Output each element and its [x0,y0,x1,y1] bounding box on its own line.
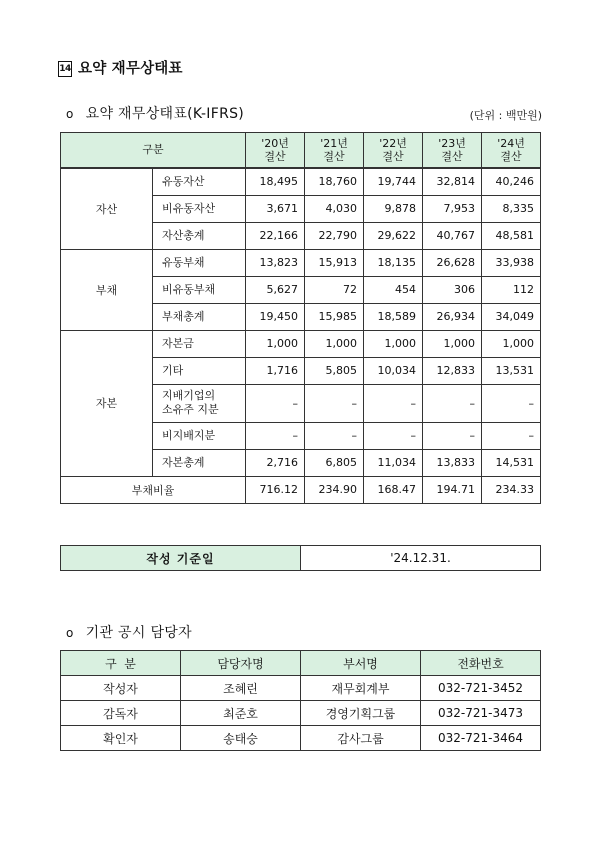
row-label: 유동자산 [153,168,246,196]
row-label-line: 지배기업의 [162,389,216,402]
header-role: 구 분 [61,651,181,676]
row-label [153,384,246,422]
cell-value: 234.90 [305,476,364,503]
contact-phone: 032-721-3464 [421,726,541,751]
cell-value: 12,833 [423,357,482,384]
row-label: 자본총계 [153,449,246,476]
table-row [61,701,541,726]
row-label: 자산총계 [153,222,246,249]
row-label: 비유동부채 [153,276,246,303]
basis-date-table [60,545,541,571]
group-liabilities: 부채 [61,249,153,330]
year-label: '23년 [438,136,466,150]
table-header-row [61,133,541,168]
debt-ratio-label: 부채비율 [61,476,246,503]
header-year [423,133,482,168]
cell-value: 10,034 [364,357,423,384]
contact-header-row [61,651,541,676]
contact-subtitle [66,622,192,642]
cell-value: 454 [364,276,423,303]
cell-value: 6,805 [305,449,364,476]
header-year [364,133,423,168]
cell-value: 19,744 [364,168,423,196]
year-sublabel: 결산 [264,149,286,163]
bullet-marker: o [66,107,74,121]
financial-table [60,132,541,504]
contact-subtitle-text: 기관 공시 담당자 [85,625,192,641]
cell-value: 5,627 [246,276,305,303]
contact-role: 확인자 [61,726,181,751]
cell-value: 11,034 [364,449,423,476]
cell-value: 22,790 [305,222,364,249]
year-sublabel: 결산 [500,149,522,163]
cell-value: – [364,384,423,422]
header-name: 담당자명 [181,651,301,676]
cell-value: 33,938 [482,249,541,276]
cell-value: – [364,422,423,449]
table-row [61,249,541,276]
cell-value: 13,833 [423,449,482,476]
cell-value: – [423,422,482,449]
contact-dept: 재무회계부 [301,676,421,701]
fin-subtitle [66,103,244,123]
cell-value: – [482,422,541,449]
cell-value: 22,166 [246,222,305,249]
cell-value: 48,581 [482,222,541,249]
contact-role: 작성자 [61,676,181,701]
cell-value: 5,805 [305,357,364,384]
cell-value: 1,000 [305,330,364,357]
row-label: 비지배지분 [153,422,246,449]
table-row-debt-ratio [61,476,541,503]
contact-phone: 032-721-3452 [421,676,541,701]
cell-value: – [305,384,364,422]
cell-value: 15,913 [305,249,364,276]
contact-phone: 032-721-3473 [421,701,541,726]
cell-value: – [246,384,305,422]
row-label: 부채총계 [153,303,246,330]
group-assets: 자산 [61,168,153,250]
cell-value: 306 [423,276,482,303]
cell-value: 29,622 [364,222,423,249]
cell-value: 1,000 [482,330,541,357]
cell-value: – [246,422,305,449]
row-label: 유동부채 [153,249,246,276]
year-label: '22년 [379,136,407,150]
contact-name: 최준호 [181,701,301,726]
contact-table [60,650,541,751]
section-number-badge: 14 [58,61,72,77]
header-year [482,133,541,168]
cell-value: 1,000 [246,330,305,357]
cell-value: 18,495 [246,168,305,196]
year-label: '21년 [320,136,348,150]
section-title [58,57,183,78]
year-label: '24년 [497,136,525,150]
contact-role: 감독자 [61,701,181,726]
row-label: 기타 [153,357,246,384]
group-equity: 자본 [61,330,153,476]
cell-value: 34,049 [482,303,541,330]
cell-value: 40,246 [482,168,541,196]
contact-name: 송태숭 [181,726,301,751]
year-sublabel: 결산 [441,149,463,163]
cell-value: 9,878 [364,195,423,222]
basis-date-label: 작성 기준일 [61,546,301,571]
cell-value: 18,589 [364,303,423,330]
header-dept: 부서명 [301,651,421,676]
cell-value: 18,760 [305,168,364,196]
cell-value: 18,135 [364,249,423,276]
contact-dept: 감사그룹 [301,726,421,751]
cell-value: 1,000 [423,330,482,357]
cell-value: 112 [482,276,541,303]
cell-value: 716.12 [246,476,305,503]
cell-value: 26,628 [423,249,482,276]
cell-value: 194.71 [423,476,482,503]
fin-subtitle-text: 요약 재무상태표(K-IFRS) [85,106,245,122]
section-title-text: 요약 재무상태표 [78,61,183,77]
bullet-marker: o [66,626,74,640]
cell-value: 13,823 [246,249,305,276]
table-row [61,676,541,701]
cell-value: 1,000 [364,330,423,357]
cell-value: 7,953 [423,195,482,222]
cell-value: – [305,422,364,449]
table-row [61,330,541,357]
cell-value: – [423,384,482,422]
cell-value: 40,767 [423,222,482,249]
contact-dept: 경영기획그룹 [301,701,421,726]
basis-date-value: '24.12.31. [301,546,541,571]
row-label: 자본금 [153,330,246,357]
year-label: '20년 [261,136,289,150]
header-year [246,133,305,168]
year-sublabel: 결산 [382,149,404,163]
cell-value: 4,030 [305,195,364,222]
cell-value: 14,531 [482,449,541,476]
cell-value: 2,716 [246,449,305,476]
header-category: 구분 [61,133,246,168]
cell-value: 234.33 [482,476,541,503]
cell-value: 8,335 [482,195,541,222]
year-sublabel: 결산 [323,149,345,163]
cell-value: 168.47 [364,476,423,503]
unit-label: (단위 : 백만원) [469,109,542,122]
contact-name: 조혜린 [181,676,301,701]
cell-value: 15,985 [305,303,364,330]
row-label-line: 소유주 지분 [162,403,219,416]
cell-value: 26,934 [423,303,482,330]
header-year [305,133,364,168]
header-phone: 전화번호 [421,651,541,676]
cell-value: 19,450 [246,303,305,330]
table-row [61,726,541,751]
row-label: 비유동자산 [153,195,246,222]
cell-value: 3,671 [246,195,305,222]
cell-value: 13,531 [482,357,541,384]
table-row [61,168,541,196]
cell-value: 32,814 [423,168,482,196]
cell-value: 1,716 [246,357,305,384]
cell-value: – [482,384,541,422]
cell-value: 72 [305,276,364,303]
